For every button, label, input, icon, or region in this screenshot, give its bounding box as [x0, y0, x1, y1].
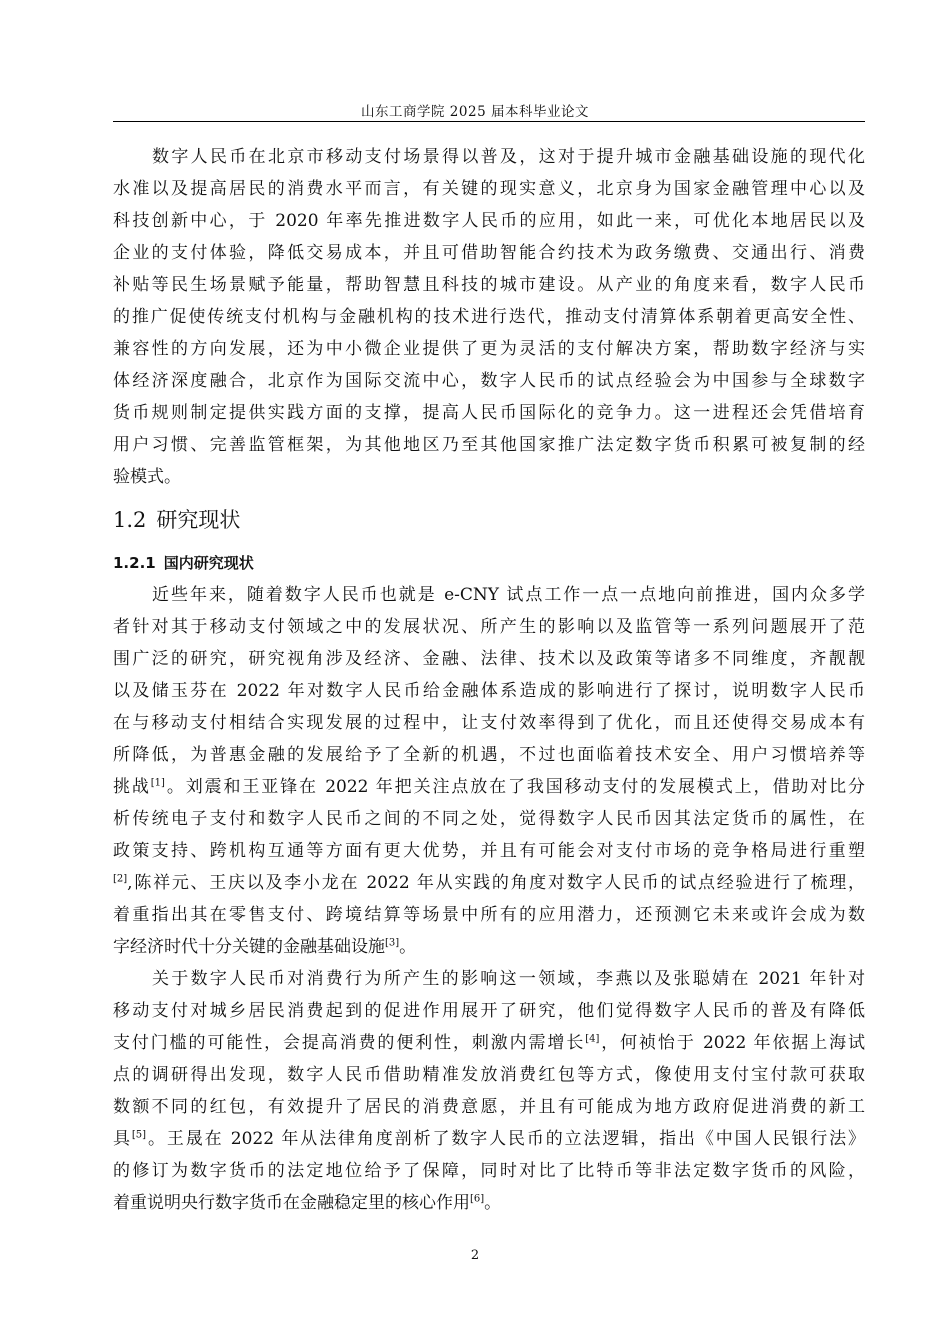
para3-line-2: 移动支付对城乡居民消费起到的促进作用展开了研究，他们觉得数字人民币的普及有降低	[113, 1001, 865, 1021]
page-number: 2	[470, 1248, 480, 1263]
para3-line-4: 点的调研得出发现，数字人民币借助精准发放消费红包等方式，像使用支付宝付款可获取	[113, 1065, 865, 1085]
para2-line-3: 围广泛的研究，研究视角涉及经济、金融、法律、技术以及政策等诸多不同维度，齐靓靓	[113, 649, 865, 669]
para2-line-7-start: 挑战	[113, 777, 151, 797]
citation-2: [2]	[113, 873, 128, 885]
intro-line-4: 企业的支付体验，降低交易成本，并且可借助智能合约技术为政务缴费、交通出行、消费	[113, 243, 865, 263]
intro-line-5: 补贴等民生场景赋予能量，帮助智慧且科技的城市建设。从产业的角度来看，数字人民币	[113, 275, 865, 295]
para2-line-12-start: 字经济时代十分关键的金融基础设施	[113, 937, 385, 957]
subsection-title: 国内研究现状	[163, 554, 254, 572]
intro-line-10: 用户习惯、完善监管框架，为其他地区乃至其他国家推广法定数字货币积累可被复制的经	[113, 435, 865, 455]
section-heading	[113, 507, 240, 533]
intro-line-8: 体经济深度融合，北京作为国际交流中心，数字人民币的试点经验会为中国参与全球数字	[113, 371, 865, 391]
section-title: 研究现状	[156, 508, 241, 532]
para3-line-7: 的修订为数字货币的法定地位给予了保障，同时对比了比特币等非法定数字货币的风险，	[113, 1161, 865, 1181]
para2-line-5: 在与移动支付相结合实现发展的过程中，让支付效率得到了优化，而且还使得交易成本有	[113, 713, 865, 733]
para2-line-12-end: 。	[399, 937, 417, 957]
para2-line-7-rest: 。刘震和王亚锋在 2022 年把关注点放在了我国移动支付的发展模式上，借助对比分	[164, 777, 865, 797]
subsection-number: 1.2.1	[113, 554, 156, 572]
para2-line-2: 者针对其于移动支付领域之中的发展状况、所产生的影响以及监管等一系列问题展开了范	[113, 617, 865, 637]
para3-line-3-rest: ，何祯怡于 2022 年依据上海试	[599, 1033, 865, 1053]
para2-line-8: 析传统电子支付和数字人民币之间的不同之处，觉得数字人民币因其法定货币的属性，在	[113, 809, 865, 829]
para3-line-3-start: 支付门槛的可能性，会提高消费的便利性，刺激内需增长	[113, 1033, 586, 1053]
section-number: 1.2	[113, 508, 147, 532]
header-rule	[113, 121, 865, 122]
intro-line-2: 水准以及提高居民的消费水平而言，有关键的现实意义，北京身为国家金融管理中心以及	[113, 179, 865, 199]
para3-line-8	[113, 1192, 865, 1214]
para3-line-3	[113, 1032, 865, 1054]
para3-line-5: 数额不同的红包，有效提升了居民的消费意愿，并且有可能成为地方政府促进消费的新工	[113, 1097, 865, 1117]
intro-line-11: 验模式。	[113, 467, 181, 487]
running-header: 山东工商学院 2025 届本科毕业论文	[361, 104, 589, 120]
para3-line-8-end: 。	[484, 1193, 502, 1213]
intro-line-1: 数字人民币在北京市移动支付场景得以普及，这对于提升城市金融基础设施的现代化	[152, 147, 865, 167]
intro-line-9: 货币规则制定提供实践方面的支撑，提高人民币国际化的竞争力。这一进程还会凭借培育	[113, 403, 865, 423]
para2-line-10-text: ,陈祥元、王庆以及李小龙在 2022 年从实践的角度对数字人民币的试点经验进行了梳理，	[127, 873, 865, 893]
para2-line-12	[113, 936, 865, 958]
intro-line-7: 兼容性的方向发展，还为中小微企业提供了更为灵活的支付解决方案，帮助数字经济与实	[113, 339, 865, 359]
para3-line-1: 关于数字人民币对消费行为所产生的影响这一领域，李燕以及张聪婧在 2021 年针对	[152, 969, 865, 989]
para2-line-11: 着重指出其在零售支付、跨境结算等场景中所有的应用潜力，还预测它未来或许会成为数	[113, 905, 865, 925]
para3-line-6-rest: 。王晟在 2022 年从法律角度剖析了数字人民币的立法逻辑，指出《中国人民银行法》	[146, 1129, 865, 1149]
citation-4: [4]	[585, 1033, 600, 1045]
citation-1: [1]	[150, 777, 165, 789]
citation-3: [3]	[385, 937, 400, 949]
para2-line-4: 以及储玉芬在 2022 年对数字人民币给金融体系造成的影响进行了探讨，说明数字人民币	[113, 681, 865, 701]
subsection-heading	[113, 553, 254, 573]
citation-6: [6]	[470, 1193, 485, 1205]
para2-line-1: 近些年来，随着数字人民币也就是 e-CNY 试点工作一点一点地向前推进，国内众多学	[152, 585, 865, 605]
para3-line-6	[113, 1128, 865, 1150]
citation-5: [5]	[131, 1129, 147, 1141]
para3-line-8-start: 着重说明央行数字货币在金融稳定里的核心作用	[113, 1193, 470, 1213]
para2-line-6: 所降低，为普惠金融的发展给予了全新的机遇，不过也面临着技术安全、用户习惯培养等	[113, 745, 865, 765]
para2-line-9: 政策支持、跨机构互通等方面有更大优势，并且有可能会对支付市场的竞争格局进行重塑	[113, 841, 865, 861]
para2-line-7	[113, 776, 865, 798]
intro-line-6: 的推广促使传统支付机构与金融机构的技术进行迭代，推动支付清算体系朝着更高安全性、	[113, 307, 865, 327]
intro-line-3: 科技创新中心，于 2020 年率先推进数字人民币的应用，如此一来，可优化本地居民以及	[113, 211, 865, 231]
para2-line-10	[113, 872, 865, 894]
para3-line-6-start: 具	[113, 1129, 132, 1149]
